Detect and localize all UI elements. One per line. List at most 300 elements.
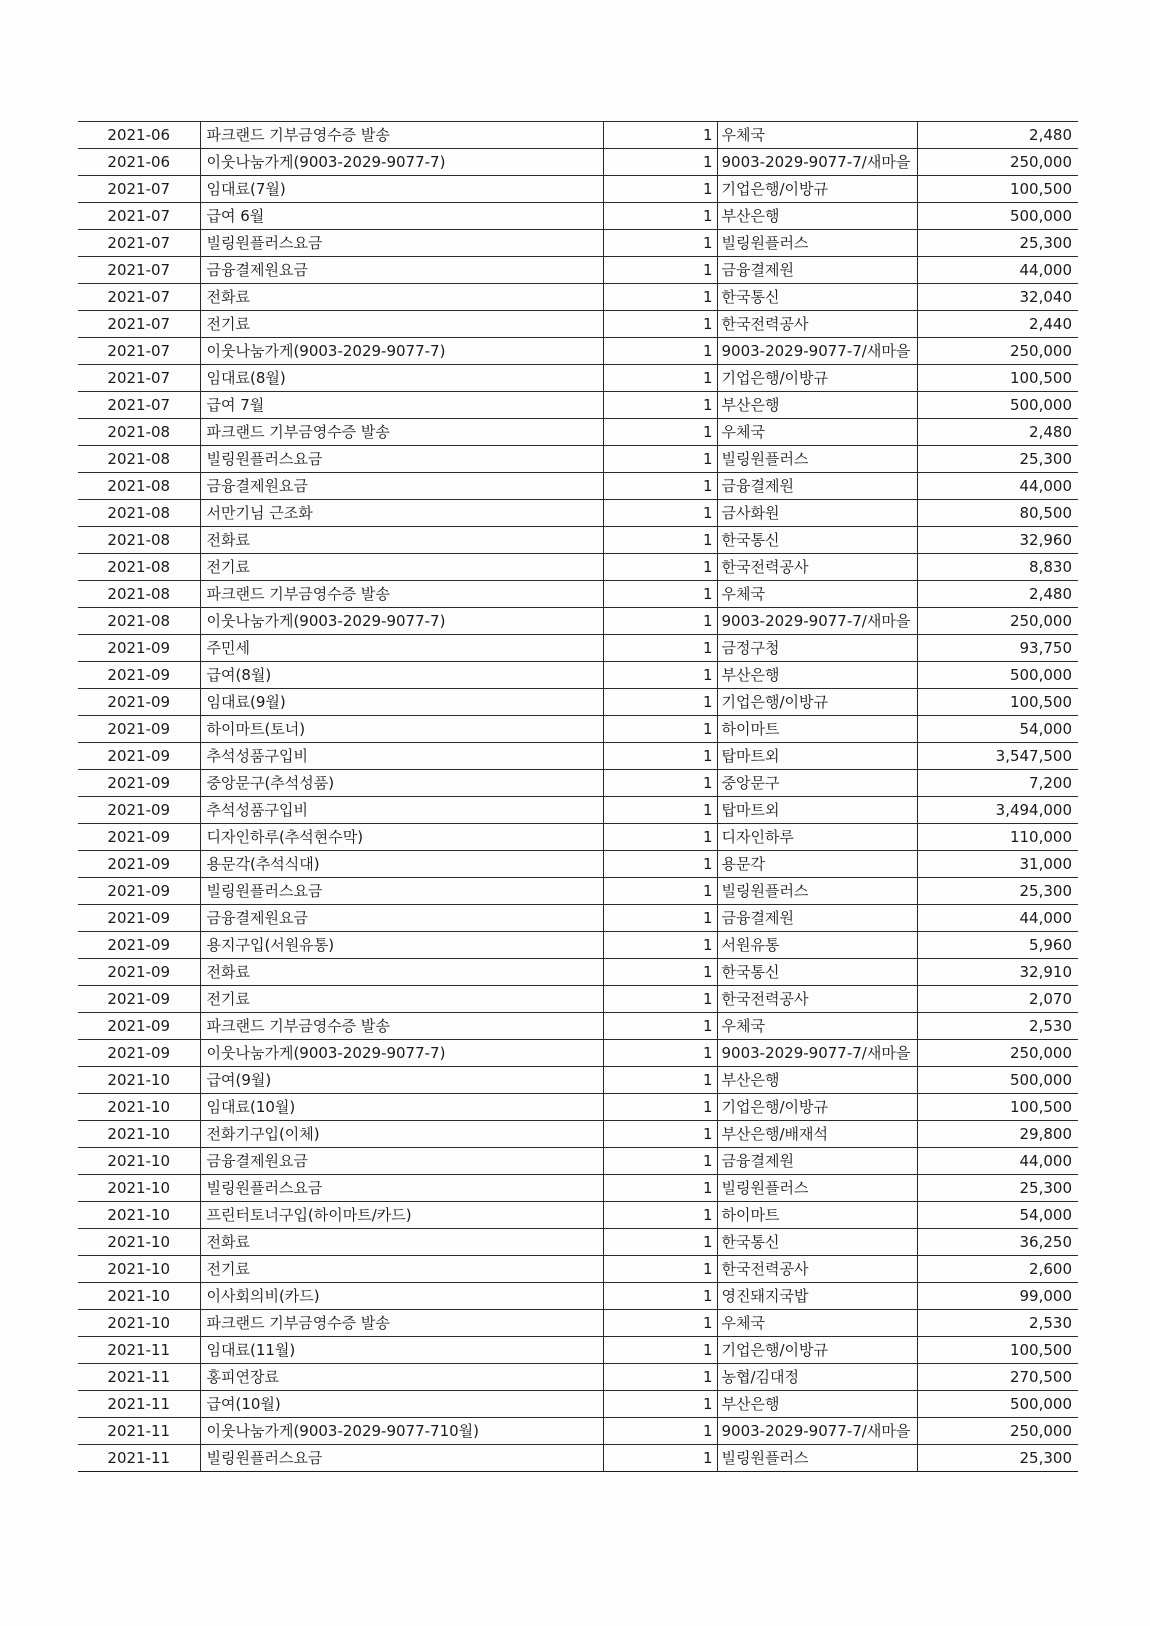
amount-cell: 80,500 (917, 500, 1078, 527)
quantity-cell: 1 (603, 1067, 717, 1094)
description-cell: 전기료 (200, 311, 603, 338)
table-row (78, 1013, 1078, 1040)
date-cell: 2021-09 (78, 662, 200, 689)
table-row (78, 1229, 1078, 1256)
payee-cell: 우체국 (717, 1013, 917, 1040)
description-cell: 디자인하루(추석현수막) (200, 824, 603, 851)
quantity-cell: 1 (603, 338, 717, 365)
amount-cell: 25,300 (917, 878, 1078, 905)
quantity-cell: 1 (603, 1094, 717, 1121)
quantity-cell: 1 (603, 500, 717, 527)
payee-cell: 우체국 (717, 122, 917, 149)
table-row (78, 419, 1078, 446)
description-cell: 전기료 (200, 986, 603, 1013)
table-row (78, 770, 1078, 797)
description-cell: 추석성품구입비 (200, 743, 603, 770)
quantity-cell: 1 (603, 122, 717, 149)
amount-cell: 25,300 (917, 1175, 1078, 1202)
date-cell: 2021-07 (78, 284, 200, 311)
date-cell: 2021-09 (78, 743, 200, 770)
amount-cell: 3,494,000 (917, 797, 1078, 824)
description-cell: 홍피연장료 (200, 1364, 603, 1391)
table-row (78, 1310, 1078, 1337)
table-row (78, 122, 1078, 149)
date-cell: 2021-11 (78, 1445, 200, 1472)
date-cell: 2021-09 (78, 635, 200, 662)
date-cell: 2021-10 (78, 1256, 200, 1283)
quantity-cell: 1 (603, 1175, 717, 1202)
date-cell: 2021-10 (78, 1175, 200, 1202)
amount-cell: 7,200 (917, 770, 1078, 797)
description-cell: 금융결제원요금 (200, 257, 603, 284)
table-row (78, 662, 1078, 689)
quantity-cell: 1 (603, 1256, 717, 1283)
description-cell: 이웃나눔가게(9003-2029-9077-7) (200, 338, 603, 365)
amount-cell: 44,000 (917, 473, 1078, 500)
payee-cell: 한국통신 (717, 959, 917, 986)
quantity-cell: 1 (603, 365, 717, 392)
description-cell: 이웃나눔가게(9003-2029-9077-7) (200, 608, 603, 635)
ledger-body (78, 122, 1078, 1472)
date-cell: 2021-07 (78, 311, 200, 338)
quantity-cell: 1 (603, 959, 717, 986)
quantity-cell: 1 (603, 419, 717, 446)
quantity-cell: 1 (603, 932, 717, 959)
amount-cell: 100,500 (917, 689, 1078, 716)
quantity-cell: 1 (603, 1013, 717, 1040)
amount-cell: 2,530 (917, 1310, 1078, 1337)
date-cell: 2021-07 (78, 257, 200, 284)
date-cell: 2021-10 (78, 1310, 200, 1337)
description-cell: 급여(10월) (200, 1391, 603, 1418)
description-cell: 금융결제원요금 (200, 905, 603, 932)
date-cell: 2021-10 (78, 1094, 200, 1121)
quantity-cell: 1 (603, 1337, 717, 1364)
description-cell: 용지구입(서원유통) (200, 932, 603, 959)
quantity-cell: 1 (603, 662, 717, 689)
payee-cell: 금정구청 (717, 635, 917, 662)
amount-cell: 100,500 (917, 1337, 1078, 1364)
amount-cell: 500,000 (917, 203, 1078, 230)
payee-cell: 부산은행 (717, 1067, 917, 1094)
date-cell: 2021-09 (78, 1013, 200, 1040)
quantity-cell: 1 (603, 1310, 717, 1337)
amount-cell: 54,000 (917, 1202, 1078, 1229)
amount-cell: 110,000 (917, 824, 1078, 851)
table-row (78, 1256, 1078, 1283)
table-row (78, 1202, 1078, 1229)
amount-cell: 500,000 (917, 1391, 1078, 1418)
date-cell: 2021-07 (78, 176, 200, 203)
quantity-cell: 1 (603, 1391, 717, 1418)
table-row (78, 1445, 1078, 1472)
description-cell: 임대료(10월) (200, 1094, 603, 1121)
description-cell: 하이마트(토너) (200, 716, 603, 743)
quantity-cell: 1 (603, 203, 717, 230)
quantity-cell: 1 (603, 851, 717, 878)
payee-cell: 9003-2029-9077-7/새마을 (717, 338, 917, 365)
payee-cell: 하이마트 (717, 716, 917, 743)
date-cell: 2021-08 (78, 473, 200, 500)
description-cell: 전기료 (200, 1256, 603, 1283)
date-cell: 2021-09 (78, 905, 200, 932)
quantity-cell: 1 (603, 446, 717, 473)
payee-cell: 한국전력공사 (717, 311, 917, 338)
payee-cell: 빌링원플러스 (717, 1175, 917, 1202)
amount-cell: 500,000 (917, 1067, 1078, 1094)
payee-cell: 금융결제원 (717, 905, 917, 932)
amount-cell: 99,000 (917, 1283, 1078, 1310)
payee-cell: 9003-2029-9077-7/새마을 (717, 1040, 917, 1067)
description-cell: 전기료 (200, 554, 603, 581)
date-cell: 2021-08 (78, 446, 200, 473)
payee-cell: 금사화원 (717, 500, 917, 527)
table-row (78, 959, 1078, 986)
date-cell: 2021-08 (78, 608, 200, 635)
payee-cell: 우체국 (717, 581, 917, 608)
table-row (78, 878, 1078, 905)
table-row (78, 284, 1078, 311)
description-cell: 프린터토너구입(하이마트/카드) (200, 1202, 603, 1229)
date-cell: 2021-11 (78, 1337, 200, 1364)
amount-cell: 54,000 (917, 716, 1078, 743)
date-cell: 2021-06 (78, 122, 200, 149)
table-row (78, 365, 1078, 392)
amount-cell: 100,500 (917, 1094, 1078, 1121)
date-cell: 2021-07 (78, 365, 200, 392)
amount-cell: 2,480 (917, 122, 1078, 149)
description-cell: 중앙문구(추석성품) (200, 770, 603, 797)
payee-cell: 우체국 (717, 419, 917, 446)
table-row (78, 851, 1078, 878)
payee-cell: 농협/김대정 (717, 1364, 917, 1391)
table-row (78, 1418, 1078, 1445)
quantity-cell: 1 (603, 473, 717, 500)
description-cell: 주민세 (200, 635, 603, 662)
table-row (78, 311, 1078, 338)
quantity-cell: 1 (603, 1364, 717, 1391)
amount-cell: 32,960 (917, 527, 1078, 554)
date-cell: 2021-08 (78, 419, 200, 446)
table-row (78, 257, 1078, 284)
amount-cell: 31,000 (917, 851, 1078, 878)
amount-cell: 100,500 (917, 176, 1078, 203)
quantity-cell: 1 (603, 1121, 717, 1148)
date-cell: 2021-08 (78, 581, 200, 608)
amount-cell: 250,000 (917, 1040, 1078, 1067)
quantity-cell: 1 (603, 230, 717, 257)
amount-cell: 2,070 (917, 986, 1078, 1013)
table-row (78, 1040, 1078, 1067)
quantity-cell: 1 (603, 689, 717, 716)
amount-cell: 2,440 (917, 311, 1078, 338)
description-cell: 빌링원플러스요금 (200, 1445, 603, 1472)
date-cell: 2021-07 (78, 230, 200, 257)
date-cell: 2021-10 (78, 1148, 200, 1175)
table-row (78, 1121, 1078, 1148)
description-cell: 전화료 (200, 284, 603, 311)
table-row (78, 1148, 1078, 1175)
amount-cell: 500,000 (917, 662, 1078, 689)
date-cell: 2021-09 (78, 1040, 200, 1067)
payee-cell: 한국통신 (717, 527, 917, 554)
date-cell: 2021-10 (78, 1202, 200, 1229)
amount-cell: 100,500 (917, 365, 1078, 392)
table-row (78, 1067, 1078, 1094)
description-cell: 금융결제원요금 (200, 473, 603, 500)
payee-cell: 금융결제원 (717, 257, 917, 284)
quantity-cell: 1 (603, 311, 717, 338)
payee-cell: 금융결제원 (717, 1148, 917, 1175)
payee-cell: 한국전력공사 (717, 554, 917, 581)
date-cell: 2021-07 (78, 392, 200, 419)
amount-cell: 93,750 (917, 635, 1078, 662)
quantity-cell: 1 (603, 797, 717, 824)
quantity-cell: 1 (603, 392, 717, 419)
date-cell: 2021-09 (78, 959, 200, 986)
date-cell: 2021-11 (78, 1391, 200, 1418)
description-cell: 급여(8월) (200, 662, 603, 689)
quantity-cell: 1 (603, 1040, 717, 1067)
date-cell: 2021-10 (78, 1121, 200, 1148)
description-cell: 급여(9월) (200, 1067, 603, 1094)
description-cell: 파크랜드 기부금영수증 발송 (200, 581, 603, 608)
table-row (78, 1175, 1078, 1202)
amount-cell: 32,040 (917, 284, 1078, 311)
table-row (78, 743, 1078, 770)
amount-cell: 3,547,500 (917, 743, 1078, 770)
amount-cell: 25,300 (917, 1445, 1078, 1472)
table-row (78, 230, 1078, 257)
description-cell: 이웃나눔가게(9003-2029-9077-710월) (200, 1418, 603, 1445)
date-cell: 2021-10 (78, 1283, 200, 1310)
payee-cell: 중앙문구 (717, 770, 917, 797)
amount-cell: 2,530 (917, 1013, 1078, 1040)
amount-cell: 44,000 (917, 905, 1078, 932)
table-row (78, 932, 1078, 959)
description-cell: 빌링원플러스요금 (200, 878, 603, 905)
payee-cell: 부산은행/배재석 (717, 1121, 917, 1148)
quantity-cell: 1 (603, 257, 717, 284)
quantity-cell: 1 (603, 1418, 717, 1445)
quantity-cell: 1 (603, 149, 717, 176)
payee-cell: 용문각 (717, 851, 917, 878)
quantity-cell: 1 (603, 743, 717, 770)
quantity-cell: 1 (603, 608, 717, 635)
table-row (78, 986, 1078, 1013)
payee-cell: 기업은행/이방규 (717, 689, 917, 716)
payee-cell: 9003-2029-9077-7/새마을 (717, 1418, 917, 1445)
amount-cell: 44,000 (917, 1148, 1078, 1175)
date-cell: 2021-06 (78, 149, 200, 176)
table-row (78, 338, 1078, 365)
payee-cell: 우체국 (717, 1310, 917, 1337)
payee-cell: 한국통신 (717, 284, 917, 311)
table-row (78, 1364, 1078, 1391)
description-cell: 빌링원플러스요금 (200, 446, 603, 473)
date-cell: 2021-08 (78, 554, 200, 581)
table-row (78, 500, 1078, 527)
amount-cell: 5,960 (917, 932, 1078, 959)
description-cell: 임대료(8월) (200, 365, 603, 392)
table-row (78, 203, 1078, 230)
description-cell: 임대료(7월) (200, 176, 603, 203)
date-cell: 2021-09 (78, 932, 200, 959)
description-cell: 전화료 (200, 527, 603, 554)
payee-cell: 한국전력공사 (717, 986, 917, 1013)
quantity-cell: 1 (603, 986, 717, 1013)
amount-cell: 500,000 (917, 392, 1078, 419)
amount-cell: 44,000 (917, 257, 1078, 284)
quantity-cell: 1 (603, 878, 717, 905)
description-cell: 이사회의비(카드) (200, 1283, 603, 1310)
amount-cell: 270,500 (917, 1364, 1078, 1391)
table-row (78, 608, 1078, 635)
description-cell: 빌링원플러스요금 (200, 230, 603, 257)
quantity-cell: 1 (603, 176, 717, 203)
table-row (78, 1283, 1078, 1310)
date-cell: 2021-08 (78, 527, 200, 554)
description-cell: 파크랜드 기부금영수증 발송 (200, 122, 603, 149)
description-cell: 파크랜드 기부금영수증 발송 (200, 1310, 603, 1337)
description-cell: 전화료 (200, 1229, 603, 1256)
payee-cell: 기업은행/이방규 (717, 176, 917, 203)
quantity-cell: 1 (603, 284, 717, 311)
description-cell: 임대료(11월) (200, 1337, 603, 1364)
date-cell: 2021-09 (78, 716, 200, 743)
quantity-cell: 1 (603, 1148, 717, 1175)
table-row (78, 392, 1078, 419)
description-cell: 전화료 (200, 959, 603, 986)
payee-cell: 디자인하루 (717, 824, 917, 851)
date-cell: 2021-09 (78, 797, 200, 824)
date-cell: 2021-10 (78, 1067, 200, 1094)
table-row (78, 716, 1078, 743)
payee-cell: 기업은행/이방규 (717, 1337, 917, 1364)
payee-cell: 한국통신 (717, 1229, 917, 1256)
amount-cell: 250,000 (917, 608, 1078, 635)
amount-cell: 2,480 (917, 419, 1078, 446)
description-cell: 파크랜드 기부금영수증 발송 (200, 419, 603, 446)
quantity-cell: 1 (603, 1202, 717, 1229)
payee-cell: 부산은행 (717, 662, 917, 689)
table-row (78, 149, 1078, 176)
amount-cell: 29,800 (917, 1121, 1078, 1148)
payee-cell: 빌링원플러스 (717, 230, 917, 257)
date-cell: 2021-09 (78, 770, 200, 797)
description-cell: 파크랜드 기부금영수증 발송 (200, 1013, 603, 1040)
description-cell: 임대료(9월) (200, 689, 603, 716)
description-cell: 급여 7월 (200, 392, 603, 419)
amount-cell: 25,300 (917, 446, 1078, 473)
expense-ledger-table (78, 121, 1078, 1472)
table-row (78, 1337, 1078, 1364)
payee-cell: 탑마트외 (717, 797, 917, 824)
table-row (78, 689, 1078, 716)
date-cell: 2021-09 (78, 878, 200, 905)
table-row (78, 905, 1078, 932)
table-row (78, 824, 1078, 851)
payee-cell: 탑마트외 (717, 743, 917, 770)
date-cell: 2021-07 (78, 338, 200, 365)
quantity-cell: 1 (603, 824, 717, 851)
amount-cell: 25,300 (917, 230, 1078, 257)
date-cell: 2021-11 (78, 1364, 200, 1391)
payee-cell: 기업은행/이방규 (717, 1094, 917, 1121)
table-row (78, 446, 1078, 473)
table-row (78, 527, 1078, 554)
description-cell: 이웃나눔가게(9003-2029-9077-7) (200, 149, 603, 176)
table-row (78, 797, 1078, 824)
payee-cell: 한국전력공사 (717, 1256, 917, 1283)
date-cell: 2021-09 (78, 824, 200, 851)
payee-cell: 빌링원플러스 (717, 446, 917, 473)
quantity-cell: 1 (603, 1445, 717, 1472)
payee-cell: 9003-2029-9077-7/새마을 (717, 608, 917, 635)
date-cell: 2021-09 (78, 851, 200, 878)
payee-cell: 9003-2029-9077-7/새마을 (717, 149, 917, 176)
description-cell: 급여 6월 (200, 203, 603, 230)
amount-cell: 8,830 (917, 554, 1078, 581)
payee-cell: 기업은행/이방규 (717, 365, 917, 392)
description-cell: 용문각(추석식대) (200, 851, 603, 878)
amount-cell: 250,000 (917, 1418, 1078, 1445)
description-cell: 서만기님 근조화 (200, 500, 603, 527)
payee-cell: 빌링원플러스 (717, 878, 917, 905)
quantity-cell: 1 (603, 716, 717, 743)
quantity-cell: 1 (603, 1229, 717, 1256)
table-row (78, 473, 1078, 500)
payee-cell: 서원유통 (717, 932, 917, 959)
quantity-cell: 1 (603, 770, 717, 797)
quantity-cell: 1 (603, 635, 717, 662)
amount-cell: 250,000 (917, 338, 1078, 365)
payee-cell: 부산은행 (717, 203, 917, 230)
table-row (78, 176, 1078, 203)
quantity-cell: 1 (603, 527, 717, 554)
amount-cell: 36,250 (917, 1229, 1078, 1256)
amount-cell: 32,910 (917, 959, 1078, 986)
date-cell: 2021-09 (78, 689, 200, 716)
amount-cell: 2,480 (917, 581, 1078, 608)
quantity-cell: 1 (603, 581, 717, 608)
date-cell: 2021-09 (78, 986, 200, 1013)
table-row (78, 1391, 1078, 1418)
table-row (78, 635, 1078, 662)
description-cell: 추석성품구입비 (200, 797, 603, 824)
quantity-cell: 1 (603, 554, 717, 581)
date-cell: 2021-07 (78, 203, 200, 230)
payee-cell: 부산은행 (717, 392, 917, 419)
quantity-cell: 1 (603, 905, 717, 932)
payee-cell: 영진돼지국밥 (717, 1283, 917, 1310)
table-row (78, 1094, 1078, 1121)
table-row (78, 554, 1078, 581)
payee-cell: 하이마트 (717, 1202, 917, 1229)
date-cell: 2021-08 (78, 500, 200, 527)
date-cell: 2021-11 (78, 1418, 200, 1445)
quantity-cell: 1 (603, 1283, 717, 1310)
description-cell: 빌링원플러스요금 (200, 1175, 603, 1202)
amount-cell: 2,600 (917, 1256, 1078, 1283)
amount-cell: 250,000 (917, 149, 1078, 176)
payee-cell: 금융결제원 (717, 473, 917, 500)
payee-cell: 빌링원플러스 (717, 1445, 917, 1472)
description-cell: 전화기구입(이체) (200, 1121, 603, 1148)
payee-cell: 부산은행 (717, 1391, 917, 1418)
date-cell: 2021-10 (78, 1229, 200, 1256)
description-cell: 이웃나눔가게(9003-2029-9077-7) (200, 1040, 603, 1067)
